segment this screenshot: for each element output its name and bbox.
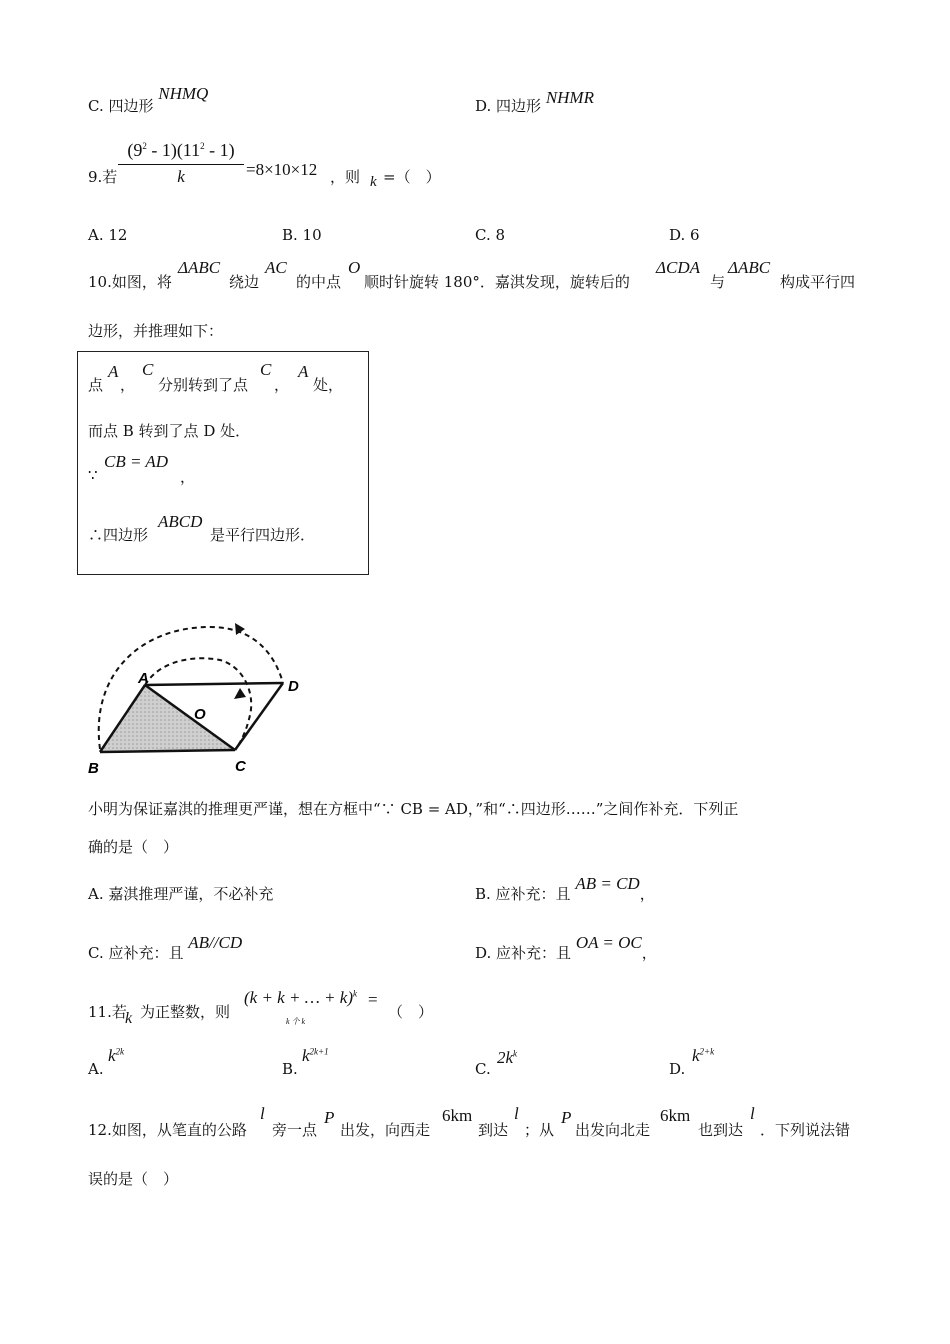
q12-part-h: ．下列说法错 [760, 1121, 851, 1139]
q11-eq: = [368, 990, 378, 1009]
q11-expr: (k + k + … + k) [244, 988, 353, 1007]
q8-option-c-label: C. 四边形 [88, 97, 154, 115]
fig-label-c: C [235, 758, 246, 775]
box-eq: CB = AD [104, 452, 169, 471]
q9-rhs: =8×10×12 [246, 160, 318, 179]
q10-tri3: ΔABC [728, 258, 771, 277]
q10-line1-e: 与 [710, 273, 726, 291]
q12-point-p1: P [324, 1108, 335, 1127]
q12-part-e: ；从 [524, 1121, 555, 1139]
box-comma1: ， [120, 376, 136, 394]
q9-exp-b: 2 [200, 141, 205, 151]
q9-var: k [370, 174, 377, 190]
q10-option-c-label: C. 应补充：且 [88, 944, 184, 962]
q12-line2: 误的是（ ） [88, 1170, 179, 1188]
q12-point-p2: P [561, 1108, 572, 1127]
q10-line1-c: 的中点 [296, 273, 342, 291]
box-l2: 而点 B 转到了点 D 处． [88, 422, 251, 440]
box-therefore: ∴四边形 [88, 526, 149, 544]
triangle-abc-shaded [100, 685, 235, 752]
q11-option-a-math [108, 1046, 124, 1066]
fig-label-a: A [138, 670, 149, 687]
q9-tail: ，则 [330, 168, 361, 186]
side-ad [145, 683, 283, 685]
fig-label-o: O [194, 706, 206, 723]
q9-option-c: C. 8 [475, 226, 506, 244]
q10-line1-d: 顺时针旋转 180°．嘉淇发现，旋转后的 [364, 273, 630, 291]
q10-question-line2: 确的是（ ） [88, 838, 179, 856]
q11-option-a-label: A. [88, 1060, 104, 1078]
q11-blank: （ ） [388, 1003, 434, 1021]
q12-part-c: 出发，向西走 [340, 1121, 431, 1139]
q11-option-c-math [497, 1048, 517, 1068]
q10-side: AC [265, 258, 287, 277]
box-point-c: C [142, 360, 154, 379]
parallelogram-figure [80, 615, 330, 780]
q10-option-d [475, 933, 657, 963]
q11-option-d-label: D. [669, 1060, 686, 1078]
q12-distance1: 6km [442, 1106, 473, 1125]
q11-option-d-math [692, 1046, 714, 1066]
q9-denominator: k [177, 167, 185, 186]
box-conclusion: 是平行四边形． [210, 526, 316, 544]
q11-c-exp: k [513, 1048, 518, 1059]
q9-option-b: B. 10 [282, 226, 322, 244]
q12-part-f: 出发向北走 [575, 1121, 651, 1139]
q11-prefix: 11.若 [88, 1003, 127, 1021]
q10-center: O [348, 258, 361, 277]
q11-c-base: 2k [497, 1048, 514, 1067]
outer-arc-arrow-icon [235, 623, 245, 635]
q9-option-a: A. 12 [88, 226, 128, 244]
q11-b-base: k [302, 1046, 310, 1065]
box-l1-b: 分别转到了点 [158, 376, 249, 394]
box-comma2: ， [274, 376, 290, 394]
box-quad: ABCD [158, 512, 203, 531]
q10-option-a: A. 嘉淇推理严谨，不必补充 [88, 885, 274, 903]
inner-arc-arrow-icon [234, 688, 246, 699]
box-point-a: A [108, 362, 119, 381]
q12-part-d: 到达 [478, 1121, 509, 1139]
q11-expression [244, 988, 357, 1008]
q10-option-b-math: AB = CD [575, 874, 640, 893]
q10-line1-f: 构成平行四 [780, 273, 856, 291]
q9-eq-blank: =（ ） [383, 168, 441, 186]
q9-fraction [118, 140, 244, 187]
q11-mid: 为正整数，则 [140, 1003, 231, 1021]
fig-label-d: D [288, 678, 299, 695]
q11-var: k [125, 1010, 133, 1027]
q12-road-l2: l [514, 1104, 519, 1123]
q9-num-mid: - 1)(11 [146, 140, 201, 160]
box-eq-tail: ， [180, 468, 196, 486]
q12-part-a: 12.如图，从笔直的公路 [88, 1121, 247, 1139]
q9-num-end: - 1) [204, 140, 235, 160]
q8-option-d-math: NHMR [545, 88, 594, 107]
q8-option-c [88, 84, 209, 116]
q11-option-b-math [302, 1046, 329, 1066]
q10-option-b-label: B. 应补充：且 [475, 885, 571, 903]
q10-option-b-tail: ， [639, 885, 655, 903]
q10-tri2: ΔCDA [656, 258, 700, 277]
q11-d-exp: 2+k [699, 1046, 715, 1057]
q10-question-line1: 小明为保证嘉淇的推理更严谨，想在方框中“∵ CB = AD，”和“∴四边形……”之间作补充．下列正 [88, 800, 739, 818]
q12-part-b: 旁一点 [272, 1121, 318, 1139]
box-since: ∵ [88, 466, 98, 484]
q11-d-base: k [692, 1046, 700, 1065]
q10-line1-b: 绕边 [229, 273, 260, 291]
q10-option-c [88, 933, 243, 963]
q10-option-d-label: D. 应补充：且 [475, 944, 572, 962]
q11-option-c-label: C. [475, 1060, 491, 1078]
q9-num-a: (9 [127, 140, 143, 160]
q8-option-d [475, 88, 594, 116]
q10-option-b [475, 874, 655, 904]
q9-fraction-bar [118, 164, 244, 165]
q11-underbrace-label: k 个 k [286, 1017, 306, 1026]
q10-option-d-tail: ， [641, 944, 657, 962]
q10-line1-a: 10.如图，将 [88, 273, 172, 291]
q9-option-d: D. 6 [669, 226, 700, 244]
q8-option-c-math: NHMQ [158, 84, 209, 103]
q10-option-c-math: AB//CD [188, 933, 243, 952]
q9-exp-a: 2 [142, 141, 147, 151]
q9-numerator [118, 140, 244, 161]
q10-option-d-math: OA = OC [575, 933, 642, 952]
box-point-c2: C [260, 360, 272, 379]
q12-road-l1: l [260, 1104, 265, 1123]
q10-tri1: ΔABC [178, 258, 221, 277]
q12-road-l3: l [750, 1104, 755, 1123]
fig-label-b: B [88, 760, 99, 777]
q8-option-d-label: D. 四边形 [475, 97, 542, 115]
q10-line2: 边形，并推理如下： [88, 322, 224, 340]
q11-option-b-label: B. [282, 1060, 298, 1078]
q9-prefix: 9.若 [88, 168, 118, 186]
q12-part-g: 也到达 [698, 1121, 744, 1139]
box-l1-a: 点 [88, 376, 104, 394]
q11-a-exp: 2k [115, 1046, 125, 1057]
box-l1-c: 处， [313, 376, 344, 394]
box-point-a2: A [298, 362, 309, 381]
q11-expr-exp: k [353, 988, 357, 999]
q12-distance2: 6km [660, 1106, 691, 1125]
q11-a-base: k [108, 1046, 116, 1065]
q11-b-exp: 2k+1 [309, 1046, 329, 1057]
